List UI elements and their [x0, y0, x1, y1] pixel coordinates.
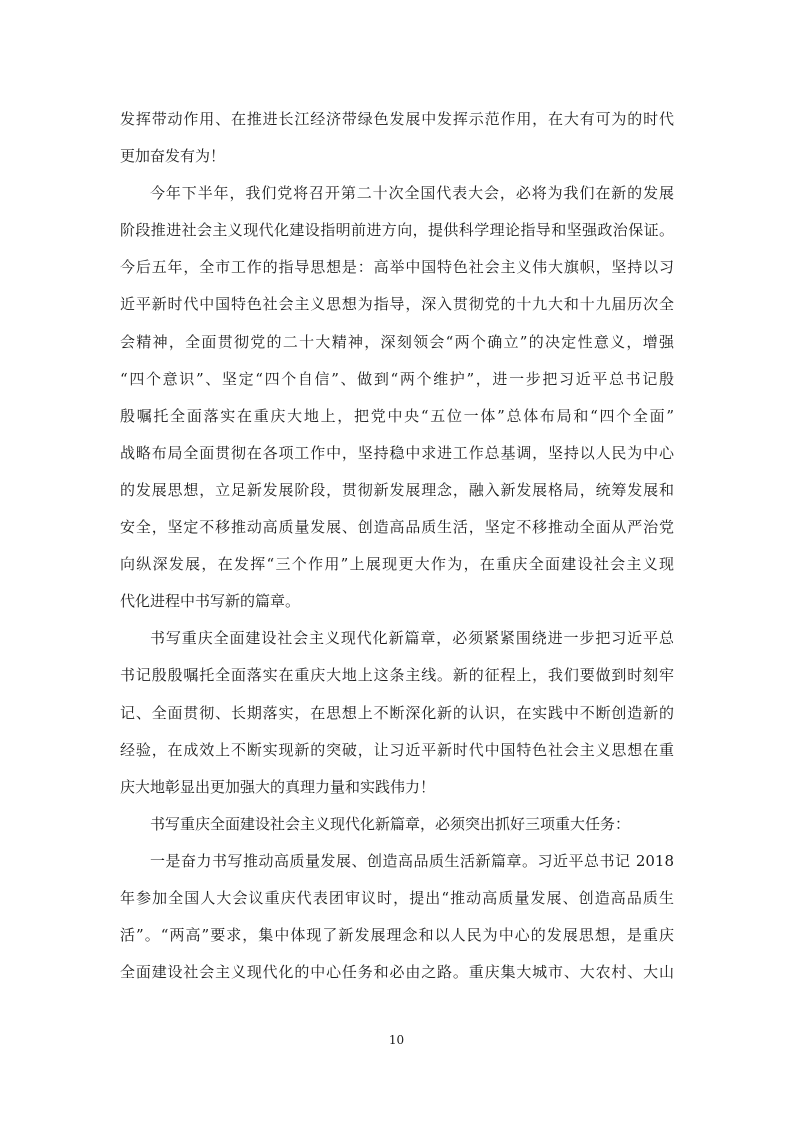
text-line: 的发展思想，立足新发展阶段，贯彻新发展理念，融入新发展格局，统筹发展和 [120, 480, 674, 499]
text-line: 一是奋力书写推动高质量发展、创造高品质生活新篇章。习近平总书记 2018 [150, 851, 674, 870]
text-line: 今年下半年，我们党将召开第二十次全国代表大会，必将为我们在新的发展 [150, 184, 674, 203]
text-line: 安全，坚定不移推动高质量发展、创造高品质生活，坚定不移推动全面从严治党 [120, 518, 674, 537]
text-line: 记、全面贯彻、长期落实，在思想上不断深化新的认识，在实践中不断创造新的 [120, 703, 674, 722]
text-line: 阶段推进社会主义现代化建设指明前进方向，提供科学理论指导和坚强政治保证。 [120, 221, 674, 240]
page-number: 10 [388, 1033, 405, 1047]
text-line: 庆大地彰显出更加强大的真理力量和实践伟力！ [120, 777, 436, 796]
text-line: 战略布局全面贯彻在各项工作中，坚持稳中求进工作总基调，坚持以人民为中心 [120, 443, 674, 462]
text-line: 书写重庆全面建设社会主义现代化新篇章，必须紧紧围绕进一步把习近平总 [150, 629, 674, 648]
paragraph [120, 806, 674, 843]
text-line: 全面建设社会主义现代化的中心任务和必由之路。重庆集大城市、大农村、大山 [120, 963, 674, 982]
page-body [120, 101, 674, 991]
text-line: 活”。“两高”要求，集中体现了新发展理念和以人民为中心的发展思想，是重庆 [120, 926, 674, 945]
paragraph [120, 843, 674, 991]
text-line: 更加奋发有为！ [120, 147, 226, 166]
text-line: 代化进程中书写新的篇章。 [120, 592, 301, 611]
text-line: “四个意识”、坚定“四个自信”、做到“两个维护”，进一步把习近平总书记殷 [120, 369, 674, 388]
text-line: 向纵深发展，在发挥“三个作用”上展现更大作为，在重庆全面建设社会主义现 [120, 555, 674, 574]
text-line: 殷嘱托全面落实在重庆大地上，把党中央“五位一体”总体布局和“四个全面” [120, 406, 674, 425]
text-line: 近平新时代中国特色社会主义思想为指导，深入贯彻党的十九大和十九届历次全 [120, 295, 674, 314]
text-line: 经验，在成效上不断实现新的突破，让习近平新时代中国特色社会主义思想在重 [120, 740, 674, 759]
paragraph [120, 620, 674, 805]
paragraph [120, 101, 674, 175]
text-line: 会精神，全面贯彻党的二十大精神，深刻领会“两个确立”的决定性意义，增强 [120, 332, 674, 351]
text-line: 今后五年，全市工作的指导思想是：高举中国特色社会主义伟大旗帜，坚持以习 [120, 258, 674, 277]
text-line: 发挥带动作用、在推进长江经济带绿色发展中发挥示范作用，在大有可为的时代 [120, 110, 674, 128]
paragraph [120, 175, 674, 620]
text-line: 书写重庆全面建设社会主义现代化新篇章，必须突出抓好三项重大任务： [150, 814, 631, 833]
text-line: 书记殷殷嘱托全面落实在重庆大地上这条主线。新的征程上，我们要做到时刻牢 [120, 666, 674, 685]
text-line: 年参加全国人大会议重庆代表团审议时，提出“推动高质量发展、创造高品质生 [120, 888, 674, 907]
